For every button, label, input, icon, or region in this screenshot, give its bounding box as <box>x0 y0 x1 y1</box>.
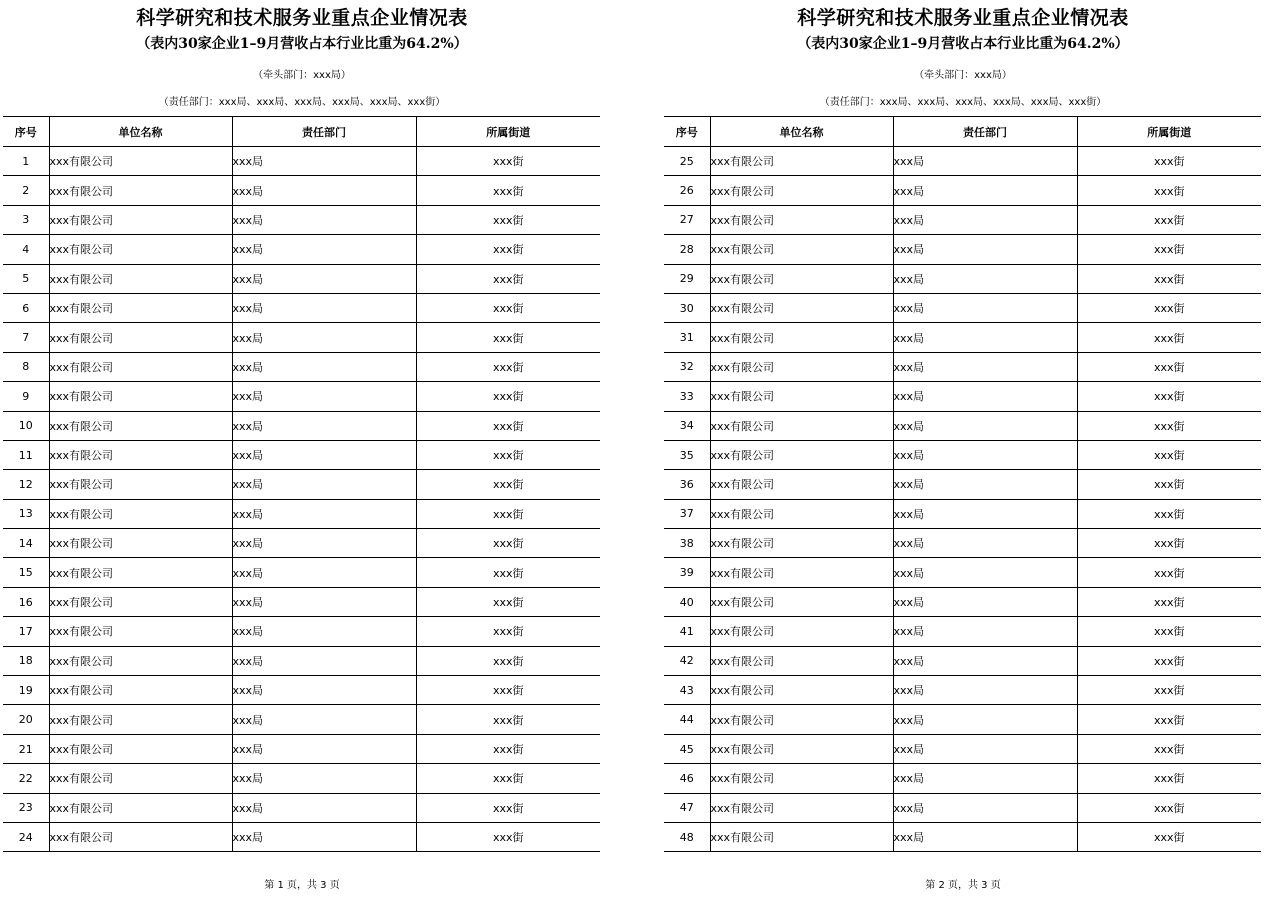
page-1 <box>3 0 601 904</box>
responsible-dept: xxx局 <box>893 705 1077 734</box>
responsible-dept: xxx局 <box>893 499 1077 528</box>
responsible-dept: xxx局 <box>893 764 1077 793</box>
street: xxx街 <box>1077 646 1261 675</box>
page-subtitle: （表内30家企业1–9月营收占本行业比重为64.2%） <box>136 36 468 52</box>
street: xxx街 <box>1077 822 1261 851</box>
street: xxx街 <box>416 734 600 763</box>
table-row <box>3 352 600 381</box>
company-name: xxx有限公司 <box>49 676 232 705</box>
lead-department: （牵头部门：xxx局） <box>253 70 351 81</box>
responsible-dept: xxx局 <box>232 558 416 587</box>
street: xxx街 <box>416 411 600 440</box>
company-name: xxx有限公司 <box>710 793 893 822</box>
table-row <box>3 147 600 176</box>
company-name: xxx有限公司 <box>710 411 893 440</box>
street: xxx街 <box>1077 382 1261 411</box>
table-row <box>3 323 600 352</box>
responsible-dept: xxx局 <box>893 676 1077 705</box>
company-name: xxx有限公司 <box>710 176 893 205</box>
header-responsible-dept: 责任部门 <box>232 117 416 147</box>
table-row <box>3 705 600 734</box>
company-name: xxx有限公司 <box>710 235 893 264</box>
responsible-dept: xxx局 <box>232 617 416 646</box>
row-index: 27 <box>664 205 710 234</box>
page-footer: 第 2 页，共 3 页 <box>925 880 1001 891</box>
row-index: 21 <box>3 734 49 763</box>
street: xxx街 <box>1077 529 1261 558</box>
responsible-dept: xxx局 <box>232 264 416 293</box>
street: xxx街 <box>1077 499 1261 528</box>
company-name: xxx有限公司 <box>49 529 232 558</box>
street: xxx街 <box>416 323 600 352</box>
company-name: xxx有限公司 <box>710 352 893 381</box>
street: xxx街 <box>1077 205 1261 234</box>
row-index: 9 <box>3 382 49 411</box>
row-index: 29 <box>664 264 710 293</box>
row-index: 4 <box>3 235 49 264</box>
table-row <box>3 499 600 528</box>
table-row <box>3 587 600 616</box>
company-name: xxx有限公司 <box>49 499 232 528</box>
table-row <box>664 529 1261 558</box>
table-row <box>3 793 600 822</box>
responsible-dept: xxx局 <box>893 440 1077 469</box>
table-row <box>3 764 600 793</box>
responsible-dept: xxx局 <box>893 176 1077 205</box>
company-name: xxx有限公司 <box>710 529 893 558</box>
street: xxx街 <box>416 558 600 587</box>
row-index: 25 <box>664 147 710 176</box>
company-name: xxx有限公司 <box>710 205 893 234</box>
street: xxx街 <box>1077 705 1261 734</box>
row-index: 33 <box>664 382 710 411</box>
company-name: xxx有限公司 <box>710 705 893 734</box>
row-index: 12 <box>3 470 49 499</box>
header-index: 序号 <box>3 117 49 147</box>
row-index: 5 <box>3 264 49 293</box>
row-index: 10 <box>3 411 49 440</box>
company-name: xxx有限公司 <box>710 822 893 851</box>
row-index: 47 <box>664 793 710 822</box>
row-index: 15 <box>3 558 49 587</box>
table-row <box>3 264 600 293</box>
company-name: xxx有限公司 <box>710 617 893 646</box>
row-index: 48 <box>664 822 710 851</box>
header-company-name: 单位名称 <box>710 117 893 147</box>
company-name: xxx有限公司 <box>49 587 232 616</box>
company-name: xxx有限公司 <box>710 646 893 675</box>
table-row <box>664 617 1261 646</box>
responsible-dept: xxx局 <box>893 470 1077 499</box>
street: xxx街 <box>416 764 600 793</box>
table-row <box>664 382 1261 411</box>
row-index: 36 <box>664 470 710 499</box>
street: xxx街 <box>1077 676 1261 705</box>
responsible-dept: xxx局 <box>232 764 416 793</box>
company-name: xxx有限公司 <box>710 440 893 469</box>
company-name: xxx有限公司 <box>49 411 232 440</box>
company-name: xxx有限公司 <box>710 323 893 352</box>
responsible-dept: xxx局 <box>232 793 416 822</box>
street: xxx街 <box>1077 587 1261 616</box>
row-index: 22 <box>3 764 49 793</box>
company-name: xxx有限公司 <box>49 293 232 322</box>
responsible-dept: xxx局 <box>893 411 1077 440</box>
company-name: xxx有限公司 <box>710 147 893 176</box>
responsible-dept: xxx局 <box>232 587 416 616</box>
company-name: xxx有限公司 <box>49 264 232 293</box>
company-name: xxx有限公司 <box>49 440 232 469</box>
responsible-dept: xxx局 <box>893 382 1077 411</box>
responsible-dept: xxx局 <box>232 470 416 499</box>
table-row <box>664 176 1261 205</box>
row-index: 39 <box>664 558 710 587</box>
street: xxx街 <box>416 529 600 558</box>
responsible-departments: （责任部门：xxx局、xxx局、xxx局、xxx局、xxx局、xxx街） <box>819 97 1107 108</box>
responsible-dept: xxx局 <box>893 147 1077 176</box>
company-name: xxx有限公司 <box>710 676 893 705</box>
row-index: 1 <box>3 147 49 176</box>
company-name: xxx有限公司 <box>49 617 232 646</box>
company-name: xxx有限公司 <box>49 352 232 381</box>
company-name: xxx有限公司 <box>710 499 893 528</box>
table-row <box>664 587 1261 616</box>
row-index: 17 <box>3 617 49 646</box>
table-row <box>664 734 1261 763</box>
company-name: xxx有限公司 <box>49 147 232 176</box>
row-index: 23 <box>3 793 49 822</box>
table-row <box>664 705 1261 734</box>
street: xxx街 <box>1077 734 1261 763</box>
table-row <box>664 440 1261 469</box>
lead-department: （牵头部门：xxx局） <box>914 70 1012 81</box>
table-row <box>3 617 600 646</box>
row-index: 41 <box>664 617 710 646</box>
responsible-dept: xxx局 <box>893 617 1077 646</box>
row-index: 6 <box>3 293 49 322</box>
header-responsible-dept: 责任部门 <box>893 117 1077 147</box>
row-index: 31 <box>664 323 710 352</box>
row-index: 8 <box>3 352 49 381</box>
responsible-dept: xxx局 <box>893 205 1077 234</box>
table-row <box>664 264 1261 293</box>
street: xxx街 <box>416 440 600 469</box>
company-name: xxx有限公司 <box>710 734 893 763</box>
company-name: xxx有限公司 <box>49 764 232 793</box>
table-row <box>664 323 1261 352</box>
responsible-dept: xxx局 <box>893 264 1077 293</box>
street: xxx街 <box>416 587 600 616</box>
responsible-dept: xxx局 <box>232 382 416 411</box>
company-name: xxx有限公司 <box>710 558 893 587</box>
row-index: 2 <box>3 176 49 205</box>
responsible-dept: xxx局 <box>232 529 416 558</box>
enterprise-table <box>664 116 1261 852</box>
row-index: 42 <box>664 646 710 675</box>
row-index: 43 <box>664 676 710 705</box>
company-name: xxx有限公司 <box>49 205 232 234</box>
company-name: xxx有限公司 <box>49 235 232 264</box>
responsible-dept: xxx局 <box>232 293 416 322</box>
row-index: 30 <box>664 293 710 322</box>
street: xxx街 <box>416 822 600 851</box>
responsible-dept: xxx局 <box>893 293 1077 322</box>
row-index: 32 <box>664 352 710 381</box>
page-title: 科学研究和技术服务业重点企业情况表 <box>797 7 1129 29</box>
row-index: 37 <box>664 499 710 528</box>
table-row <box>664 147 1261 176</box>
table-row <box>3 235 600 264</box>
table-row <box>3 205 600 234</box>
responsible-dept: xxx局 <box>893 323 1077 352</box>
street: xxx街 <box>416 293 600 322</box>
row-index: 16 <box>3 587 49 616</box>
row-index: 20 <box>3 705 49 734</box>
responsible-dept: xxx局 <box>232 147 416 176</box>
company-name: xxx有限公司 <box>49 646 232 675</box>
street: xxx街 <box>416 499 600 528</box>
row-index: 3 <box>3 205 49 234</box>
table-row <box>664 676 1261 705</box>
responsible-dept: xxx局 <box>232 235 416 264</box>
page-footer: 第 1 页，共 3 页 <box>264 880 340 891</box>
table-row <box>3 558 600 587</box>
responsible-dept: xxx局 <box>893 352 1077 381</box>
street: xxx街 <box>416 470 600 499</box>
company-name: xxx有限公司 <box>710 264 893 293</box>
table-row <box>664 499 1261 528</box>
table-row <box>3 529 600 558</box>
header-index: 序号 <box>664 117 710 147</box>
company-name: xxx有限公司 <box>49 323 232 352</box>
table-row <box>664 822 1261 851</box>
row-index: 24 <box>3 822 49 851</box>
row-index: 34 <box>664 411 710 440</box>
table-header-row <box>664 117 1261 147</box>
street: xxx街 <box>1077 176 1261 205</box>
street: xxx街 <box>416 705 600 734</box>
street: xxx街 <box>416 147 600 176</box>
table-row <box>3 176 600 205</box>
page-subtitle: （表内30家企业1–9月营收占本行业比重为64.2%） <box>797 36 1129 52</box>
responsible-dept: xxx局 <box>893 822 1077 851</box>
table-header-row <box>3 117 600 147</box>
table-row <box>664 235 1261 264</box>
responsible-departments: （责任部门：xxx局、xxx局、xxx局、xxx局、xxx局、xxx街） <box>158 97 446 108</box>
table-row <box>3 646 600 675</box>
row-index: 18 <box>3 646 49 675</box>
row-index: 7 <box>3 323 49 352</box>
company-name: xxx有限公司 <box>49 705 232 734</box>
street: xxx街 <box>1077 440 1261 469</box>
company-name: xxx有限公司 <box>49 793 232 822</box>
responsible-dept: xxx局 <box>232 323 416 352</box>
enterprise-table <box>3 116 600 852</box>
responsible-dept: xxx局 <box>232 822 416 851</box>
row-index: 19 <box>3 676 49 705</box>
row-index: 44 <box>664 705 710 734</box>
table-row <box>664 293 1261 322</box>
street: xxx街 <box>1077 470 1261 499</box>
street: xxx街 <box>1077 411 1261 440</box>
row-index: 26 <box>664 176 710 205</box>
responsible-dept: xxx局 <box>232 676 416 705</box>
table-row <box>664 352 1261 381</box>
street: xxx街 <box>1077 293 1261 322</box>
street: xxx街 <box>1077 558 1261 587</box>
responsible-dept: xxx局 <box>232 352 416 381</box>
responsible-dept: xxx局 <box>232 411 416 440</box>
table-row <box>664 793 1261 822</box>
responsible-dept: xxx局 <box>232 205 416 234</box>
row-index: 11 <box>3 440 49 469</box>
table-row <box>3 382 600 411</box>
table-row <box>3 676 600 705</box>
table-row <box>3 411 600 440</box>
company-name: xxx有限公司 <box>49 822 232 851</box>
company-name: xxx有限公司 <box>710 470 893 499</box>
row-index: 38 <box>664 529 710 558</box>
table-row <box>664 205 1261 234</box>
company-name: xxx有限公司 <box>49 176 232 205</box>
row-index: 14 <box>3 529 49 558</box>
responsible-dept: xxx局 <box>232 705 416 734</box>
row-index: 46 <box>664 764 710 793</box>
header-street: 所属街道 <box>416 117 600 147</box>
street: xxx街 <box>416 617 600 646</box>
row-index: 45 <box>664 734 710 763</box>
street: xxx街 <box>1077 147 1261 176</box>
street: xxx街 <box>1077 264 1261 293</box>
responsible-dept: xxx局 <box>893 734 1077 763</box>
street: xxx街 <box>416 205 600 234</box>
company-name: xxx有限公司 <box>710 587 893 616</box>
street: xxx街 <box>416 793 600 822</box>
table-row <box>3 440 600 469</box>
street: xxx街 <box>1077 323 1261 352</box>
table-row <box>664 411 1261 440</box>
row-index: 40 <box>664 587 710 616</box>
responsible-dept: xxx局 <box>232 499 416 528</box>
street: xxx街 <box>1077 793 1261 822</box>
row-index: 13 <box>3 499 49 528</box>
table-row <box>664 764 1261 793</box>
street: xxx街 <box>1077 352 1261 381</box>
header-street: 所属街道 <box>1077 117 1261 147</box>
street: xxx街 <box>416 646 600 675</box>
responsible-dept: xxx局 <box>893 646 1077 675</box>
company-name: xxx有限公司 <box>710 382 893 411</box>
responsible-dept: xxx局 <box>893 587 1077 616</box>
street: xxx街 <box>416 176 600 205</box>
table-row <box>3 470 600 499</box>
street: xxx街 <box>1077 617 1261 646</box>
street: xxx街 <box>416 264 600 293</box>
responsible-dept: xxx局 <box>893 793 1077 822</box>
company-name: xxx有限公司 <box>49 470 232 499</box>
street: xxx街 <box>416 352 600 381</box>
table-row <box>3 293 600 322</box>
street: xxx街 <box>416 676 600 705</box>
row-index: 28 <box>664 235 710 264</box>
street: xxx街 <box>1077 235 1261 264</box>
street: xxx街 <box>1077 764 1261 793</box>
company-name: xxx有限公司 <box>710 293 893 322</box>
company-name: xxx有限公司 <box>49 382 232 411</box>
header-company-name: 单位名称 <box>49 117 232 147</box>
responsible-dept: xxx局 <box>232 440 416 469</box>
responsible-dept: xxx局 <box>893 235 1077 264</box>
table-row <box>664 646 1261 675</box>
company-name: xxx有限公司 <box>49 558 232 587</box>
responsible-dept: xxx局 <box>232 734 416 763</box>
table-row <box>664 470 1261 499</box>
page-2 <box>664 0 1262 904</box>
responsible-dept: xxx局 <box>232 176 416 205</box>
row-index: 35 <box>664 440 710 469</box>
street: xxx街 <box>416 382 600 411</box>
company-name: xxx有限公司 <box>49 734 232 763</box>
table-row <box>3 822 600 851</box>
table-row <box>3 734 600 763</box>
responsible-dept: xxx局 <box>893 529 1077 558</box>
responsible-dept: xxx局 <box>232 646 416 675</box>
table-row <box>664 558 1261 587</box>
street: xxx街 <box>416 235 600 264</box>
responsible-dept: xxx局 <box>893 558 1077 587</box>
page-title: 科学研究和技术服务业重点企业情况表 <box>136 7 468 29</box>
company-name: xxx有限公司 <box>710 764 893 793</box>
